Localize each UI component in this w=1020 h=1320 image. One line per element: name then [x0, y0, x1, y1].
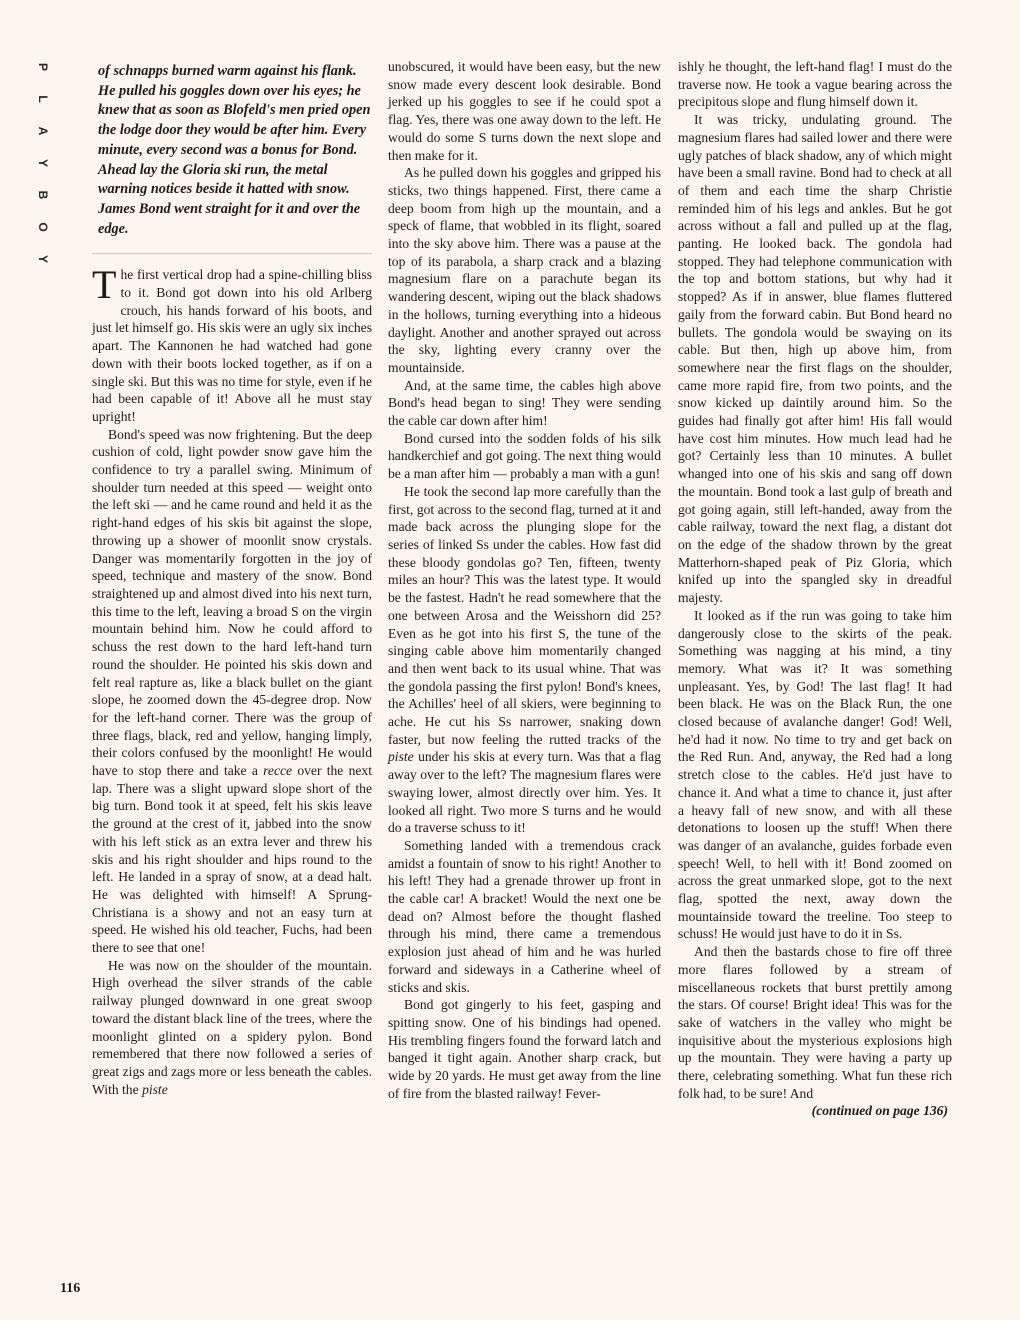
magazine-letter: Y — [36, 158, 50, 167]
paragraph: As he pulled down his goggles and gripped his sticks, two things happened. First, there came a deep boom from high up the mountain, and a speck of flame, that wobbled in its flight, soared into the sky above him. There was a pause at the top of its parabola, a sharp crack and a blazing magnesium flare on a parachute began its wandering descent, wiping out the black shadows in the hollows, turning everything into a hideous daylight. Another and another sprayed out across the sky, lighting every cranny over the mountainside. — [388, 165, 661, 375]
drop-cap: T — [92, 262, 117, 308]
continued-note: (continued on page 136) — [811, 1103, 948, 1119]
magazine-letter: Y — [36, 254, 50, 263]
paragraph: He was now on the shoulder of the mountain. High overhead the silver strands of the cable railway plunged downward in one great swoop toward the distant black line of the trees, where the moonlight glinted on a spidery pylon. Bond remembered that there now followed a series of great zigs and zags more or less beneath the cables. With the piste — [92, 957, 372, 1097]
paragraph: Bond got gingerly to his feet, gasping and spitting snow. One of his bindings had opened. His trembling fingers found the forward latch and banged it tight again. Another sharp crack, but wide by 20 yards. He must get away from the line of fire from the blasted railway! Fever- — [388, 997, 661, 1101]
paragraph: ishly he thought, the left-hand flag! I must do the traverse now. He took a vague bearing across the precipitous slope and flung himself down it. — [678, 59, 952, 110]
paragraph: And, at the same time, the cables high above Bond's head began to sing! They were sending the cable car down after him! — [388, 377, 661, 429]
column-1 — [92, 58, 372, 1098]
paragraph: Something landed with a tremendous crack amidst a fountain of snow to his right! Another to his left! They had a grenade thrower up front in the cable car! A bracket! Would the next one be dead on? Almost before the thought flashed through his mind, there came a tremendous explosion just ahead of him and he was hurled forward and sideways in a Catherine wheel of sticks and skis. — [388, 837, 661, 995]
intro-italic: of schnapps burned warm against his flank. He pulled his goggles down over his eyes; he knew that as soon as Blofeld's men pried open the lodge door they would be after him. Every minute, every second was a bonus for Bond. Ahead lay the Gloria ski run, the metal warning notices beside it hatted with snow. James Bond went straight for it and over the edge. — [98, 63, 371, 237]
magazine-letter: B — [36, 190, 50, 200]
paragraph: Bond's speed was now frightening. But the deep cushion of cold, light powder snow gave him the confidence to try a parallel swing. Minimum of shoulder turn needed at this speed — weight onto the left ski — and he came round and held it as the right-hand edges of his skis bit against the slope, throwing up a shower of moonlit snow crystals. Danger was momentarily forgotten in the joy of speed, technique and mastery of the snow. Bond straightened up and almost dived into his next turn, this time to the left, leaving a broad S on the virgin mountain behind him. Now he could afford to schuss the rest down to the hard left-hand turn round the shoulder. He pointed his skis down and felt real rapture as, like a black bullet on the giant slope, he zoomed down the 45-degree drop. Now for the left-hand corner. There was the group of three flags, black, red and yellow, hanging limply, their colors confused by the moonlight! He would have to stop there and take a recce over the next lap. There was a slight upward slope short of the big turn. Bond took it at speed, felt his skis leave the ground at the crest of it, jabbed into the snow with his left stick as an extra lever and threw his skis and his right shoulder and hips round to the left. He landed in a spray of snow, at a dead halt. He was delighted with himself! A Sprung-Christiana is a showy and not an easy turn at speed. He wished his old teacher, Fuchs, had been there to see that one! — [92, 426, 372, 956]
paragraph: And then the bastards chose to fire off three more flares followed by a stream of miscellaneous rockets that burst prettily among the stars. Of course! Bright idea! This was for the sake of watchers in the valley who might be inquisitive about the mysterious explosions high up the mountain. They were having a party up there, celebrating something. What fun these rich folk had, to be sure! And — [678, 944, 952, 1101]
paragraph: It was tricky, undulating ground. The magnesium flares had sailed lower and there were ugly patches of black shadow, any of which might have been a small ravine. Bond had to check at all of them and each time the sharp Christie reminded him of his legs and ankles. But he got across without a fall and pulled up at the flag, panting. He looked back. The gondola had stopped. They had telephone communication with the top and bottom stations, but why had it stopped? As if in answer, blue flames fluttered gaily from the forward cabin. But Bond heard no bullets. The gondola would be swaying on its cable. But then, high up above him, from somewhere near the first flags on the shoulder, came more rapid fire, from two points, and the snow kicked up daintily around him. So the guides had finally got after him! His fall would have cost him minutes. How much lead had he got? Certainly less than 10 minutes. A bullet whanged into one of his skis and sang off down the mountain. Bond took a last gulp of breath and got going again, still left-handed, away from the cable railway, toward the next flag, a distant dot on the edge of the shadow thrown by the great Matterhorn-shaped peak of Piz Gloria, which knifed up into the spangled sky in dreadful majesty. — [678, 112, 952, 606]
magazine-name-vertical — [36, 60, 50, 266]
paragraph: Bond cursed into the sodden folds of his silk handkerchief and got going. The next thing would be a man after him — probably a man with a gun! — [388, 430, 661, 482]
magazine-letter: P — [36, 62, 50, 71]
column-2 — [388, 58, 661, 1102]
paragraph: The first vertical drop had a spine-chilling bliss to it. Bond got down into his old Arlberg crouch, his hands forward of his boots, and just let himself go. His skis were an ugly six inches apart. The Kannonen he had watched had gone down with their boots locked together, as if on a single ski. But this was no time for style, even if he had been capable of it! Above all he must stay upright! — [92, 262, 372, 424]
paragraph: unobscured, it would have been easy, but the new snow made every descent look desirable. Bond jerked up his goggles to see if he could spot a flag. Yes, there was one away down to the left. He would do some S turns down the next slope and then make for it. — [388, 59, 661, 163]
magazine-letter: A — [36, 126, 50, 136]
page-number: 116 — [60, 1281, 81, 1296]
magazine-letter: O — [36, 222, 50, 232]
paragraph: It looked as if the run was going to take him dangerously close to the skirts of the peak. Something was nagging at his mind, a tiny memory. What was it? It was something unpleasant. Yes, by God! The last flag! It had been black. He was on the Black Run, the one closed because of avalanche danger! God! Well, he'd had it now. No time to try and get back on the Red Run. And, anyway, the Red had a long stretch close to the cables. He'd just have to chance it. And what a time to chance it, just after a heavy fall of new snow, and with all these detonations to loosen up the stuff! When there was danger of an avalanche, guides forbade even speech! Well, to hell with it! Bond zoomed on across the great unmarked slope, got to the next flag, spotted the next, away down the mountainside toward the treeline. Too steep to schuss! He would just have to do it in Ss. — [678, 607, 952, 942]
column-3 — [678, 58, 952, 1120]
paragraph: He took the second lap more carefully than the first, got across to the second flag, turned at it and made back across the plunging slope for the series of linked Ss under the cables. How fast did these bloody gondolas go? Ten, fifteen, twenty miles an hour? This was the latest type. It would be the fastest. Hadn't he read somewhere that the one between Arosa and the Weisshorn did 25? Even as he got into his first S, the tune of the singing cable above him momentarily changed and then went back to its usual whine. That was the gondola passing the first pylon! Bond's knees, the Achilles' heel of all skiers, were beginning to ache. He cut his Ss narrower, snaking down faster, but now feeling the rutted tracks of the piste under his skis at every turn. Was that a flag away over to the left? The magnesium flares were swaying lower, almost directly over him. Yes. It looked all right. Two more S turns and he would do a traverse schuss to it! — [388, 483, 661, 836]
intro-divider — [92, 253, 372, 254]
magazine-letter: L — [36, 95, 50, 103]
